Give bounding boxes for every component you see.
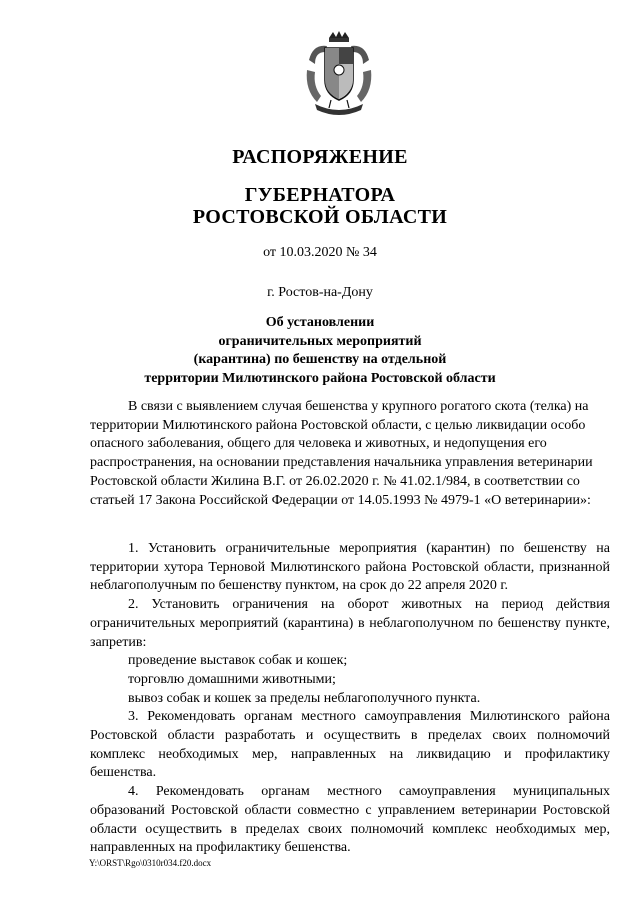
item-3-paragraph: 3. Рекомендовать органам местного самоуправления Милютинского района Ростовской области разработать и осуществить в пределах своих полномочий комплекс необходимых мер, направленных на ликвидацию и профилактику бешенства. xyxy=(90,709,610,781)
item-4-paragraph: 4. Рекомендовать органам местного самоуправления муниципальных образований Ростовской области совместно с управлением ветеринарии Ростовской области осуществить в пределах своих полномочий комплекс необходимых мер, направленных на профилактику бешенства. xyxy=(90,784,610,856)
subject-line: Об установлении xyxy=(265,315,375,330)
authority-heading-line2: РОСТОВСКОЙ ОБЛАСТИ xyxy=(192,206,448,228)
order-items xyxy=(90,540,610,858)
coat-of-arms-icon xyxy=(303,30,375,120)
date-and-number: от 10.03.2020 № 34 xyxy=(263,245,377,260)
subject-line: территории Милютинского района Ростовской области xyxy=(144,370,496,386)
city-line: г. Ростов-на-Дону xyxy=(267,285,373,300)
document-subject xyxy=(0,314,640,388)
item-2-list-entry: вывоз собак и кошек за пределы неблагополучного пункта. xyxy=(128,690,481,706)
subject-line: ограничительных мероприятий xyxy=(218,333,422,349)
preamble-paragraph: В связи с выявлением случая бешенства у крупного рогатого скота (телка) на территории Милютинского района Ростовской области, с целью ликвидации особо опасного заболевания, общего для человека и животных, и недопущения его распространения, на основании представления начальника управления ветеринарии Ростовской области Жилина В.Г. от 26.02.2020 г. № 41.02.1/984, в соответствии со статьей 17 Закона Российской Федерации от 14.05.1993 № 4979-1 «О ветеринарии»: xyxy=(90,399,593,508)
item-1-paragraph: 1. Установить ограничительные мероприятия (карантин) по бешенству на территории хутора Терновой Милютинского района Ростовской области, признанной неблагополучным по бешенству пунктом, на срок до 22 апреля 2020 г. xyxy=(90,541,610,594)
preamble xyxy=(90,398,610,510)
document-type-heading: РАСПОРЯЖЕНИЕ xyxy=(232,146,408,168)
item-2-list-entry: торговлю домашними животными; xyxy=(128,671,336,687)
authority-heading-line1: ГУБЕРНАТОРА xyxy=(244,184,396,206)
item-2-paragraph: 2. Установить ограничения на оборот животных на период действия ограничительных мероприятий (карантина) в неблагополучном по бешенству пункте, запретив: xyxy=(90,597,610,650)
file-path-footer: Y:\ORST\Rgo\0310r034.f20.docx xyxy=(89,858,212,868)
item-2-list-entry: проведение выставок собак и кошек; xyxy=(128,653,348,669)
subject-line: (карантина) по бешенству на отдельной xyxy=(193,352,447,368)
